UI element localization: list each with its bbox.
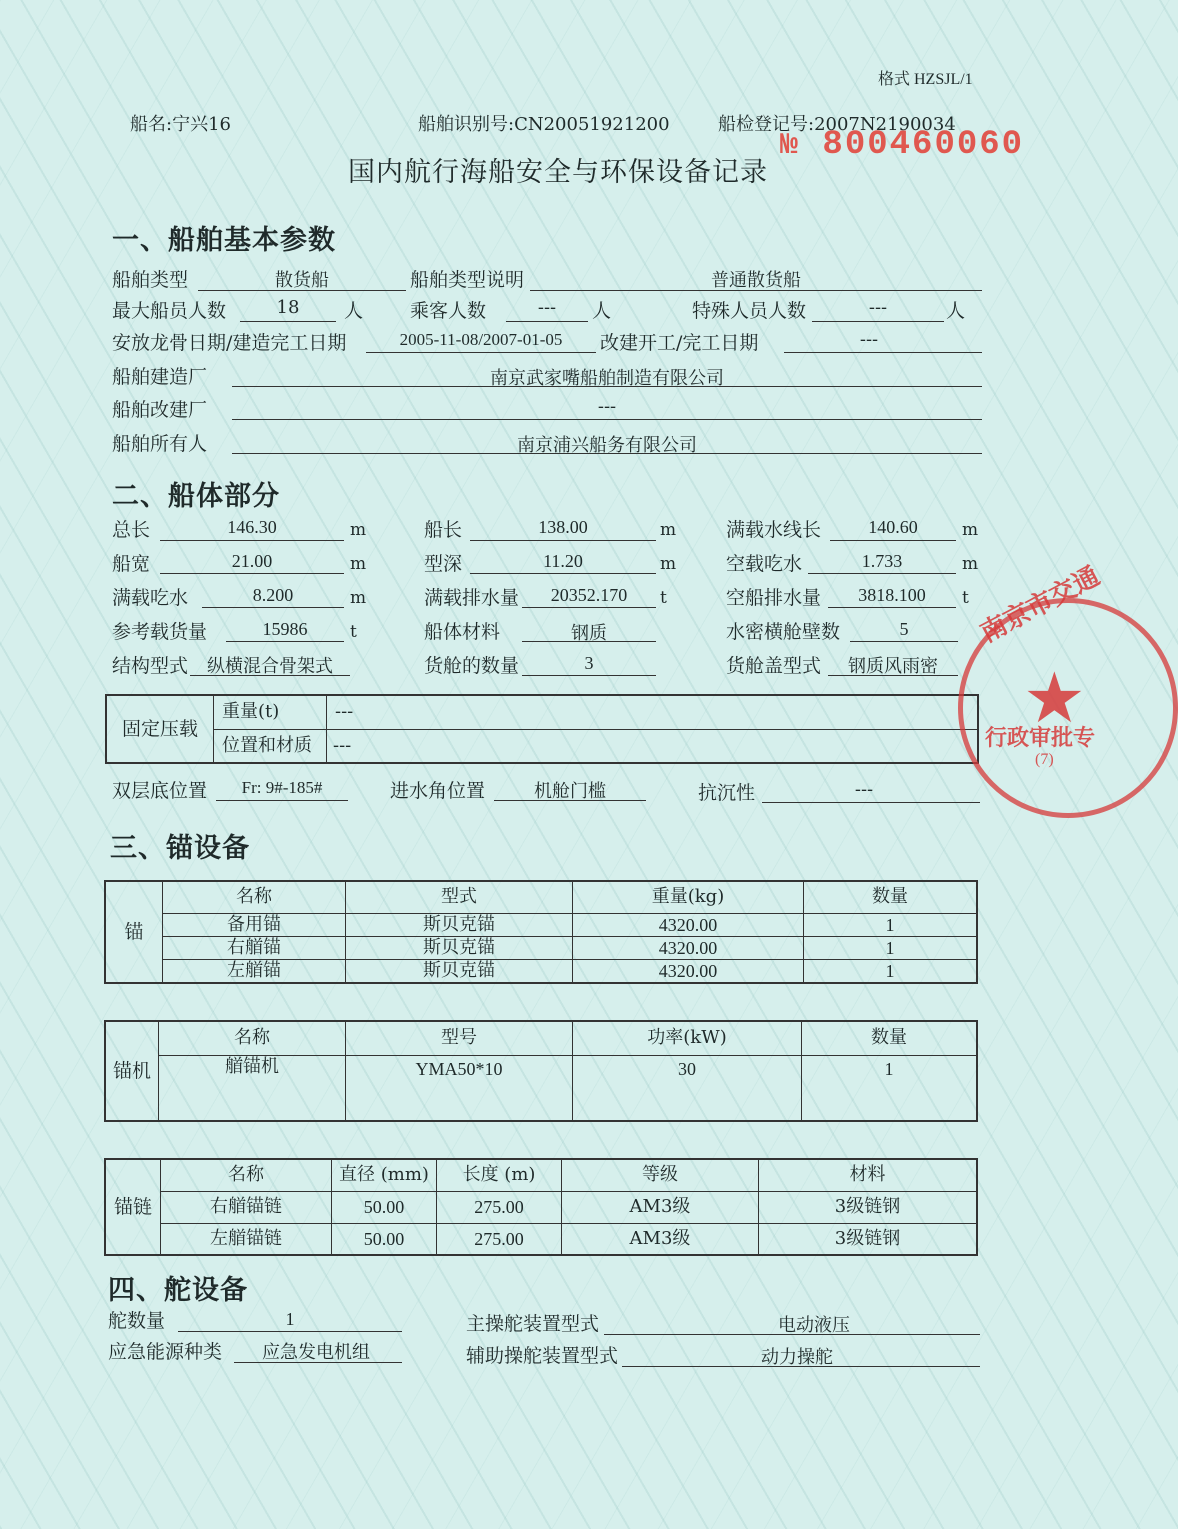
chain-header-grade: 等级: [562, 1159, 759, 1191]
table-row-cell: 艏锚机: [159, 1055, 346, 1121]
serial-prefix: №: [780, 129, 801, 163]
ballast-pos-value: ---: [327, 729, 979, 763]
lwl-value: 140.60: [868, 517, 918, 537]
serial-number: 800460060: [822, 126, 1025, 164]
lbp-value: 138.00: [538, 517, 588, 537]
table-row-cell: 备用锚: [163, 913, 346, 936]
anchor-header-type: 型式: [346, 881, 573, 913]
table-row-cell: 1: [804, 960, 978, 983]
loa-value: 146.30: [227, 517, 277, 537]
windlass-table: [104, 1020, 978, 1122]
aux-steer-value: 动力操舵: [761, 1347, 833, 1368]
hatch-label: 货舱盖型式: [726, 655, 822, 677]
special-label: 特殊人员人数: [692, 300, 807, 322]
chain-table: [104, 1158, 978, 1256]
hatch-value: 钢质风雨密: [848, 656, 938, 677]
cargo-label: 参考载货量: [112, 621, 208, 643]
table-row-cell: AM3级: [562, 1223, 759, 1255]
full-draft-unit: m: [350, 588, 367, 608]
table-row-cell: 275.00: [437, 1191, 562, 1223]
ballast-weight-label: 重量(t): [214, 695, 327, 729]
table-row-cell: 1: [802, 1055, 978, 1121]
builder-label: 船舶建造厂: [112, 366, 208, 388]
aux-steer-label: 辅助操舵装置型式: [466, 1345, 619, 1367]
light-draft-unit: m: [962, 554, 979, 574]
builder-value: 南京武家嘴船舶制造有限公司: [490, 368, 724, 389]
loa-line: [160, 540, 344, 541]
windlass-header-qty: 数量: [802, 1021, 978, 1055]
beam-unit: m: [350, 554, 367, 574]
structure-label: 结构型式: [112, 655, 189, 677]
special-value: ---: [868, 297, 888, 318]
special-unit: 人: [946, 300, 966, 322]
type-desc-value: 普通散货船: [711, 270, 801, 291]
keel-value: 2005-11-08/2007-01-05: [399, 330, 563, 349]
page-title: 国内航行海船安全与环保设备记录: [348, 157, 768, 188]
holds-label: 货舱的数量: [424, 655, 520, 677]
passengers-value: ---: [537, 297, 557, 318]
lbp-line: [470, 540, 656, 541]
format-code: 格式 HZSJL/1: [878, 71, 973, 88]
cargo-unit: t: [350, 622, 357, 642]
passengers-label: 乘客人数: [410, 300, 487, 322]
anchor-header-qty: 数量: [804, 881, 978, 913]
main-steer-label: 主操舵装置型式: [466, 1313, 600, 1335]
lbp-unit: m: [660, 520, 677, 540]
lwl-unit: m: [962, 520, 979, 540]
table-row-cell: 右艏锚链: [161, 1191, 332, 1223]
table-row-cell: 4320.00: [573, 913, 804, 936]
ballast-table: [105, 694, 979, 764]
table-row-cell: AM3级: [562, 1191, 759, 1223]
passengers-unit: 人: [592, 300, 612, 322]
full-disp-value: 20352.170: [550, 585, 628, 605]
keel-line: [366, 352, 596, 353]
light-disp-line: [828, 607, 956, 608]
table-row-cell: 3级链钢: [759, 1223, 978, 1255]
light-disp-unit: t: [962, 588, 969, 608]
chain-header-material: 材料: [759, 1159, 978, 1191]
chain-header-diameter: 直径 (mm): [332, 1159, 437, 1191]
full-disp-unit: t: [660, 588, 667, 608]
depth-label: 型深: [424, 553, 463, 575]
windlass-header-model: 型号: [346, 1021, 573, 1055]
flood-label: 进水角位置: [390, 780, 486, 802]
ship-type-value: 散货船: [275, 270, 329, 291]
windlass-group-label: 锚机: [105, 1021, 159, 1121]
full-disp-line: [522, 607, 656, 608]
ship-type-label: 船舶类型: [112, 269, 189, 291]
anchor-header-weight: 重量(kg): [573, 881, 804, 913]
section2-heading: 二、船体部分: [112, 481, 280, 512]
holds-line: [522, 675, 656, 676]
max-crew-unit: 人: [344, 300, 364, 322]
max-crew-label: 最大船员人数: [112, 300, 227, 322]
refit-value: ---: [859, 329, 879, 350]
light-draft-label: 空载吃水: [726, 553, 803, 575]
owner-label: 船舶所有人: [112, 433, 208, 455]
rudder-count-value: 1: [285, 1309, 295, 1329]
registration-number: 船检登记号:2007N2190034: [718, 114, 956, 135]
table-row-cell: 左艏锚: [163, 960, 346, 983]
table-row-cell: YMA50*10: [346, 1055, 573, 1121]
light-disp-value: 3818.100: [858, 585, 926, 605]
passengers-line: [506, 321, 588, 322]
ship-id: 船舶识别号:CN20051921200: [418, 114, 670, 135]
star-icon: ★: [1023, 657, 1086, 739]
anchor-table: [104, 880, 978, 984]
material-label: 船体材料: [424, 621, 501, 643]
table-row-cell: 右艏锚: [163, 937, 346, 960]
ballast-group-label: 固定压载: [106, 695, 214, 763]
chain-header-length: 长度 (m): [437, 1159, 562, 1191]
unsinkable-line: [762, 802, 980, 803]
emergency-value: 应急发电机组: [262, 1342, 370, 1363]
rebuilder-label: 船舶改建厂: [112, 399, 208, 421]
anchor-group-label: 锚: [105, 881, 163, 983]
special-line: [812, 321, 944, 322]
full-draft-label: 满载吃水: [112, 587, 189, 609]
windlass-header-name: 名称: [159, 1021, 346, 1055]
loa-unit: m: [350, 520, 367, 540]
table-row-cell: 1: [804, 937, 978, 960]
rudder-count-label: 舵数量: [108, 1310, 166, 1332]
table-row-cell: 50.00: [332, 1223, 437, 1255]
full-draft-value: 8.200: [252, 585, 294, 605]
cargo-line: [226, 641, 344, 642]
loa-label: 总长: [112, 519, 151, 541]
light-disp-label: 空船排水量: [726, 587, 822, 609]
material-value: 钢质: [571, 623, 607, 644]
table-row-cell: 275.00: [437, 1223, 562, 1255]
max-crew-line: [240, 321, 336, 322]
type-desc-label: 船舶类型说明: [410, 269, 525, 291]
depth-line: [470, 573, 656, 574]
emergency-label: 应急能源种类: [108, 1341, 223, 1363]
table-row-cell: 左艏锚链: [161, 1223, 332, 1255]
unsinkable-value: ---: [854, 779, 874, 800]
refit-line: [784, 352, 982, 353]
ballast-pos-label: 位置和材质: [214, 729, 327, 763]
table-row-cell: 30: [573, 1055, 802, 1121]
flood-value: 机舱门槛: [534, 781, 606, 802]
section1-heading: 一、船舶基本参数: [112, 225, 336, 256]
lbp-label: 船长: [424, 519, 463, 541]
beam-line: [160, 573, 344, 574]
table-row-cell: 斯贝克锚: [346, 913, 573, 936]
ballast-weight-value: ---: [327, 695, 979, 729]
lwl-line: [830, 540, 956, 541]
double-bottom-value: Fr: 9#-185#: [241, 778, 323, 797]
official-seal: [958, 561, 1178, 818]
beam-label: 船宽: [112, 553, 151, 575]
anchor-header-name: 名称: [163, 881, 346, 913]
bulkheads-label: 水密横舱壁数: [726, 621, 841, 643]
table-row-cell: 50.00: [332, 1191, 437, 1223]
light-draft-line: [808, 573, 956, 574]
table-row-cell: 斯贝克锚: [346, 937, 573, 960]
refit-label: 改建开工/完工日期: [600, 332, 759, 354]
beam-value: 21.00: [231, 551, 273, 571]
full-disp-label: 满载排水量: [424, 587, 520, 609]
cargo-value: 15986: [262, 619, 308, 639]
bulkheads-value: 5: [899, 619, 909, 639]
double-bottom-label: 双层底位置: [112, 780, 208, 802]
table-row-cell: 1: [804, 913, 978, 936]
owner-value: 南京浦兴船务有限公司: [517, 435, 697, 456]
seal-bottom-text: 行政审批专: [985, 726, 1096, 751]
section4-heading: 四、舵设备: [108, 1275, 248, 1306]
section3-heading: 三、锚设备: [110, 833, 250, 864]
keel-label: 安放龙骨日期/建造完工日期: [112, 332, 347, 354]
holds-value: 3: [584, 653, 594, 673]
lwl-label: 满载水线长: [726, 519, 822, 541]
seal-arc-text: 南京市交通: [975, 561, 1105, 649]
bulkheads-line: [850, 641, 958, 642]
ship-name: 船名:宁兴16: [130, 114, 231, 135]
rebuilder-value: ---: [597, 396, 617, 417]
chain-group-label: 锚链: [105, 1159, 161, 1255]
structure-value: 纵横混合骨架式: [207, 656, 333, 677]
windlass-header-power: 功率(kW): [573, 1021, 802, 1055]
depth-value: 11.20: [543, 551, 583, 571]
rudder-count-line: [178, 1331, 402, 1332]
chain-header-name: 名称: [161, 1159, 332, 1191]
table-row-cell: 斯贝克锚: [346, 960, 573, 983]
table-row-cell: 4320.00: [573, 960, 804, 983]
unsinkable-label: 抗沉性: [698, 782, 756, 804]
serial-number-block: [780, 126, 1024, 164]
double-bottom-line: [216, 800, 348, 801]
depth-unit: m: [660, 554, 677, 574]
rebuilder-line: [232, 419, 982, 420]
full-draft-line: [202, 607, 344, 608]
main-steer-value: 电动液压: [778, 1315, 850, 1336]
max-crew-value: 18: [276, 297, 300, 318]
table-row-cell: 3级链钢: [759, 1191, 978, 1223]
light-draft-value: 1.733: [861, 551, 903, 571]
table-row-cell: 4320.00: [573, 937, 804, 960]
seal-number: (7): [1035, 751, 1054, 768]
